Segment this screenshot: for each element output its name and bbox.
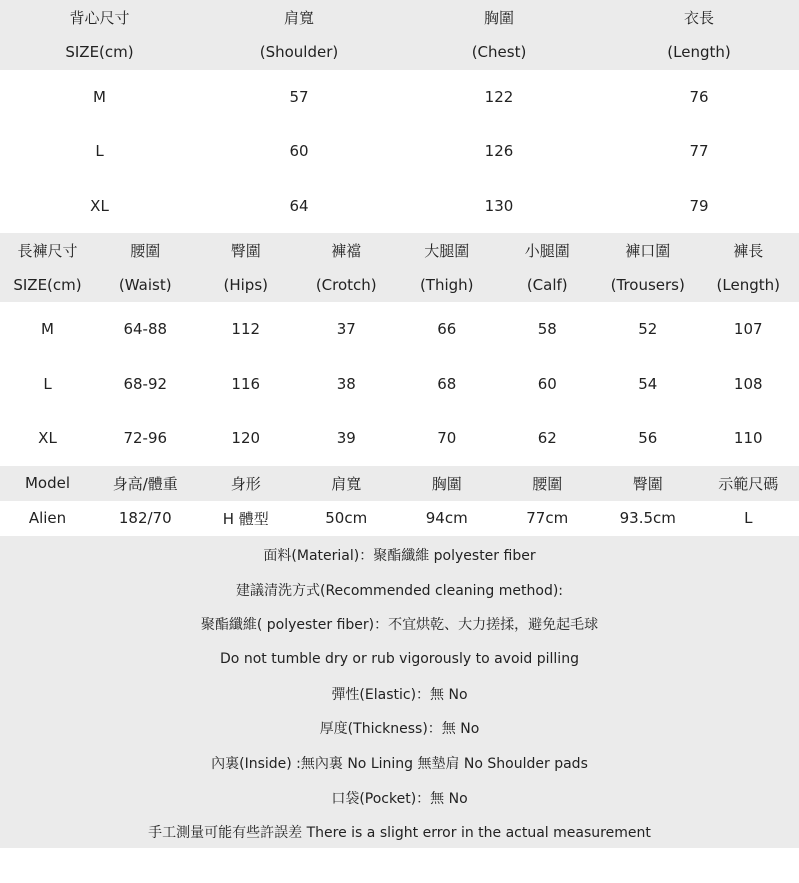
pants-header-size: 長褲尺寸 xyxy=(17,241,78,260)
model-header-chest: 胸圍 xyxy=(431,474,462,493)
vest-header-length: 衣長 xyxy=(683,9,714,27)
pants-header-trousers-en: (Trousers) xyxy=(610,275,685,294)
note-inside: 內裏(Inside) :無內裏 No Lining 無墊肩 No Shoulder pads xyxy=(211,755,588,772)
table-cell: 126 xyxy=(484,142,514,161)
table-cell: M xyxy=(93,87,106,106)
note-cleaning-heading: 建議清洗方式(Recommended cleaning method): xyxy=(235,582,564,599)
pants-header-length-en: (Length) xyxy=(716,275,780,294)
table-cell: 120 xyxy=(231,429,261,448)
model-header-height-weight: 身高/體重 xyxy=(112,474,178,493)
table-cell: 116 xyxy=(231,374,261,393)
table-row xyxy=(0,302,799,357)
model-shoulder: 50cm xyxy=(325,509,368,527)
table-cell: 130 xyxy=(484,196,514,215)
table-cell: 107 xyxy=(733,320,763,339)
note-cleaning-en: Do not tumble dry or rub vigorously to avoid pilling xyxy=(220,650,579,667)
pants-header-crotch: 褲襠 xyxy=(331,241,362,260)
vest-header-shoulder: 肩寬 xyxy=(283,9,314,27)
table-row xyxy=(0,411,799,466)
product-notes xyxy=(0,536,799,848)
model-info-table xyxy=(0,466,799,536)
table-cell: M xyxy=(41,320,54,339)
table-cell: XL xyxy=(38,429,57,448)
pants-header-hips: 臀圍 xyxy=(230,241,261,260)
pants-header-waist: 腰圍 xyxy=(130,241,161,260)
note-material: 面料(Material)：聚酯纖維 polyester fiber xyxy=(263,547,536,564)
model-header-waist: 腰圍 xyxy=(532,474,563,493)
table-cell: 79 xyxy=(689,196,709,215)
vest-header-size: 背心尺寸 xyxy=(69,9,130,27)
table-cell: 68-92 xyxy=(123,374,168,393)
table-row xyxy=(0,70,799,125)
table-cell: 37 xyxy=(336,320,356,339)
table-cell: 76 xyxy=(689,87,709,106)
pants-size-table xyxy=(0,233,799,466)
model-header-name: Model xyxy=(24,474,71,492)
table-row xyxy=(0,179,799,234)
vest-header-length-en: (Length) xyxy=(667,43,731,62)
pants-header-calf: 小腿圍 xyxy=(524,241,570,260)
table-cell: 77 xyxy=(689,142,709,161)
model-size: L xyxy=(744,509,753,527)
table-cell: 60 xyxy=(289,142,309,161)
model-body-type: H 體型 xyxy=(222,509,269,528)
table-cell: 70 xyxy=(437,429,457,448)
note-measurement-error: 手工測量可能有些許誤差 There is a slight error in the actual measurement xyxy=(148,825,651,842)
table-row xyxy=(0,124,799,179)
table-cell: 56 xyxy=(638,429,658,448)
pants-header-crotch-en: (Crotch) xyxy=(315,275,377,294)
table-cell: XL xyxy=(90,196,109,215)
model-header-body-type: 身形 xyxy=(230,474,261,493)
model-header-row xyxy=(0,466,799,501)
table-cell: 110 xyxy=(733,429,763,448)
table-row xyxy=(0,357,799,412)
model-values-row xyxy=(0,501,799,536)
table-cell: 64 xyxy=(289,196,309,215)
table-cell: 38 xyxy=(336,374,356,393)
table-cell: 62 xyxy=(537,429,557,448)
table-cell: 39 xyxy=(336,429,356,448)
table-cell: 112 xyxy=(231,320,261,339)
vest-header-zh-row xyxy=(0,0,799,35)
pants-header-en-row xyxy=(0,268,799,303)
pants-header-thigh: 大腿圍 xyxy=(424,241,470,260)
vest-header-chest-en: (Chest) xyxy=(471,43,527,62)
table-cell: 54 xyxy=(638,374,658,393)
pants-header-hips-en: (Hips) xyxy=(223,275,268,294)
model-hips: 93.5cm xyxy=(619,509,676,527)
model-header-shoulder: 肩寬 xyxy=(331,474,362,493)
model-header-hips: 臀圍 xyxy=(632,474,663,493)
table-cell: 122 xyxy=(484,87,514,106)
table-cell: 57 xyxy=(289,87,309,106)
pants-header-calf-en: (Calf) xyxy=(526,275,568,294)
model-name: Alien xyxy=(28,509,67,527)
pants-header-zh-row xyxy=(0,233,799,268)
model-waist: 77cm xyxy=(526,509,569,527)
table-cell: 66 xyxy=(437,320,457,339)
pants-header-length: 褲長 xyxy=(733,241,764,260)
vest-header-shoulder-en: (Shoulder) xyxy=(259,43,339,62)
table-cell: 52 xyxy=(638,320,658,339)
vest-header-size-en: SIZE(cm) xyxy=(65,43,134,62)
table-cell: 72-96 xyxy=(123,429,168,448)
pants-header-size-en: SIZE(cm) xyxy=(13,275,82,294)
note-elastic: 彈性(Elastic)：無 No xyxy=(331,686,468,703)
table-cell: L xyxy=(43,374,52,393)
model-header-size: 示範尺碼 xyxy=(718,474,779,493)
vest-header-en-row xyxy=(0,35,799,70)
model-height-weight: 182/70 xyxy=(118,509,172,527)
pants-header-thigh-en: (Thigh) xyxy=(419,275,474,294)
pants-header-waist-en: (Waist) xyxy=(118,275,172,294)
note-cleaning-zh: 聚酯纖維( polyester fiber)：不宜烘乾、大力搓揉，避免起毛球 xyxy=(200,617,599,634)
vest-header-chest: 胸圍 xyxy=(483,9,514,27)
table-cell: 60 xyxy=(537,374,557,393)
table-cell: 108 xyxy=(733,374,763,393)
note-thickness: 厚度(Thickness)：無 No xyxy=(319,721,480,738)
table-cell: 64-88 xyxy=(123,320,168,339)
pants-header-trousers: 褲口圍 xyxy=(625,241,671,260)
table-cell: 58 xyxy=(537,320,557,339)
note-pocket: 口袋(Pocket)：無 No xyxy=(331,790,468,807)
vest-size-table xyxy=(0,0,799,233)
table-cell: L xyxy=(95,142,104,161)
model-chest: 94cm xyxy=(425,509,468,527)
table-cell: 68 xyxy=(437,374,457,393)
